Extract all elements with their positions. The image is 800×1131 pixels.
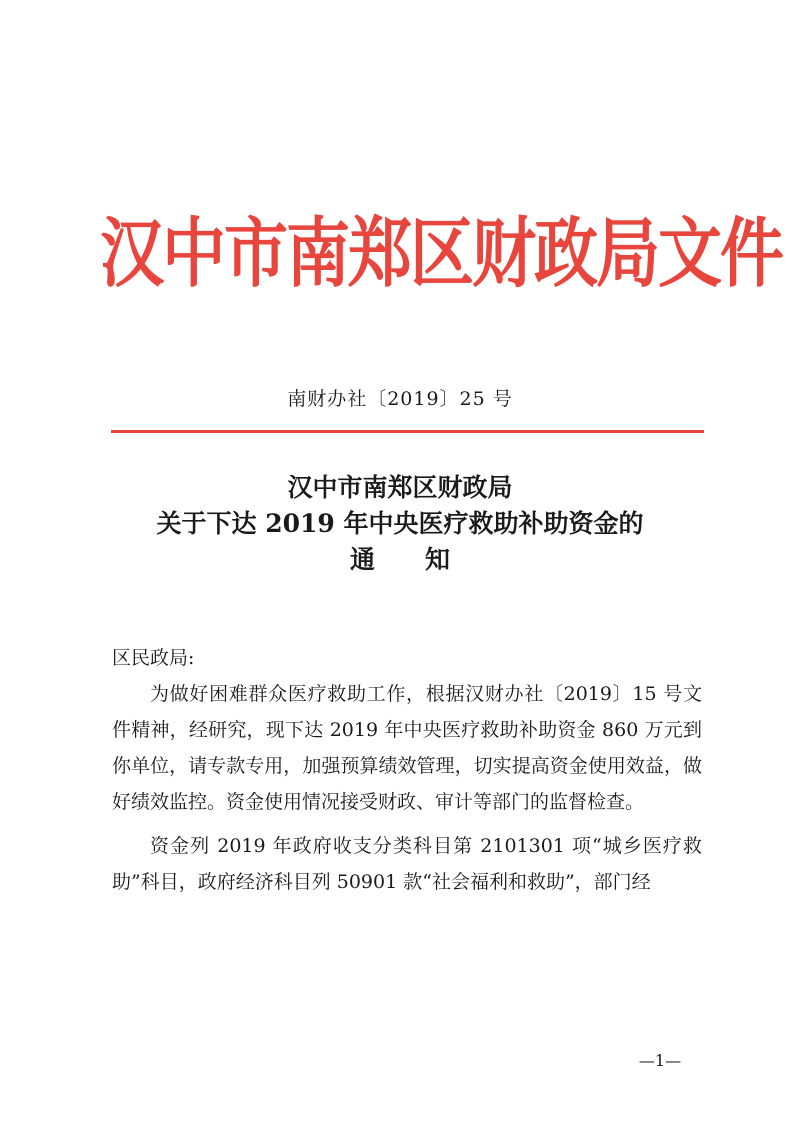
document-title [0,470,800,578]
body-paragraph-1: 为做好困难群众医疗救助工作，根据汉财办社〔2019〕15 号文件精神，经研究，现下达 2019 年中央医疗救助补助资金 860 万元到你单位，请专款专用，加强预算绩效管理，切实提高资金使用效益，做好绩效监控。资金使用情况接受财政、审计等部门的监督检查。 [112,683,702,813]
title-line-2: 关于下达 2019 年中央医疗救助补助资金的 [156,509,644,538]
title-line-1: 汉中市南郑区财政局 [287,473,513,502]
document-masthead: 汉中市南郑区财政局文件 [100,211,782,299]
title-line-3: 通 知 [349,545,450,574]
document-body [112,640,702,900]
red-divider-line [111,430,704,433]
addressee: 区民政局: [112,647,195,669]
body-paragraph-2: 资金列 2019 年政府收支分类科目第 2101301 项“城乡医疗救助”科目，政府经济科目列 50901 款“社会福利和救助”，部门经 [112,835,702,893]
document-number: 南财办社〔2019〕25 号 [287,388,513,410]
page-number: —1— [638,1051,682,1070]
